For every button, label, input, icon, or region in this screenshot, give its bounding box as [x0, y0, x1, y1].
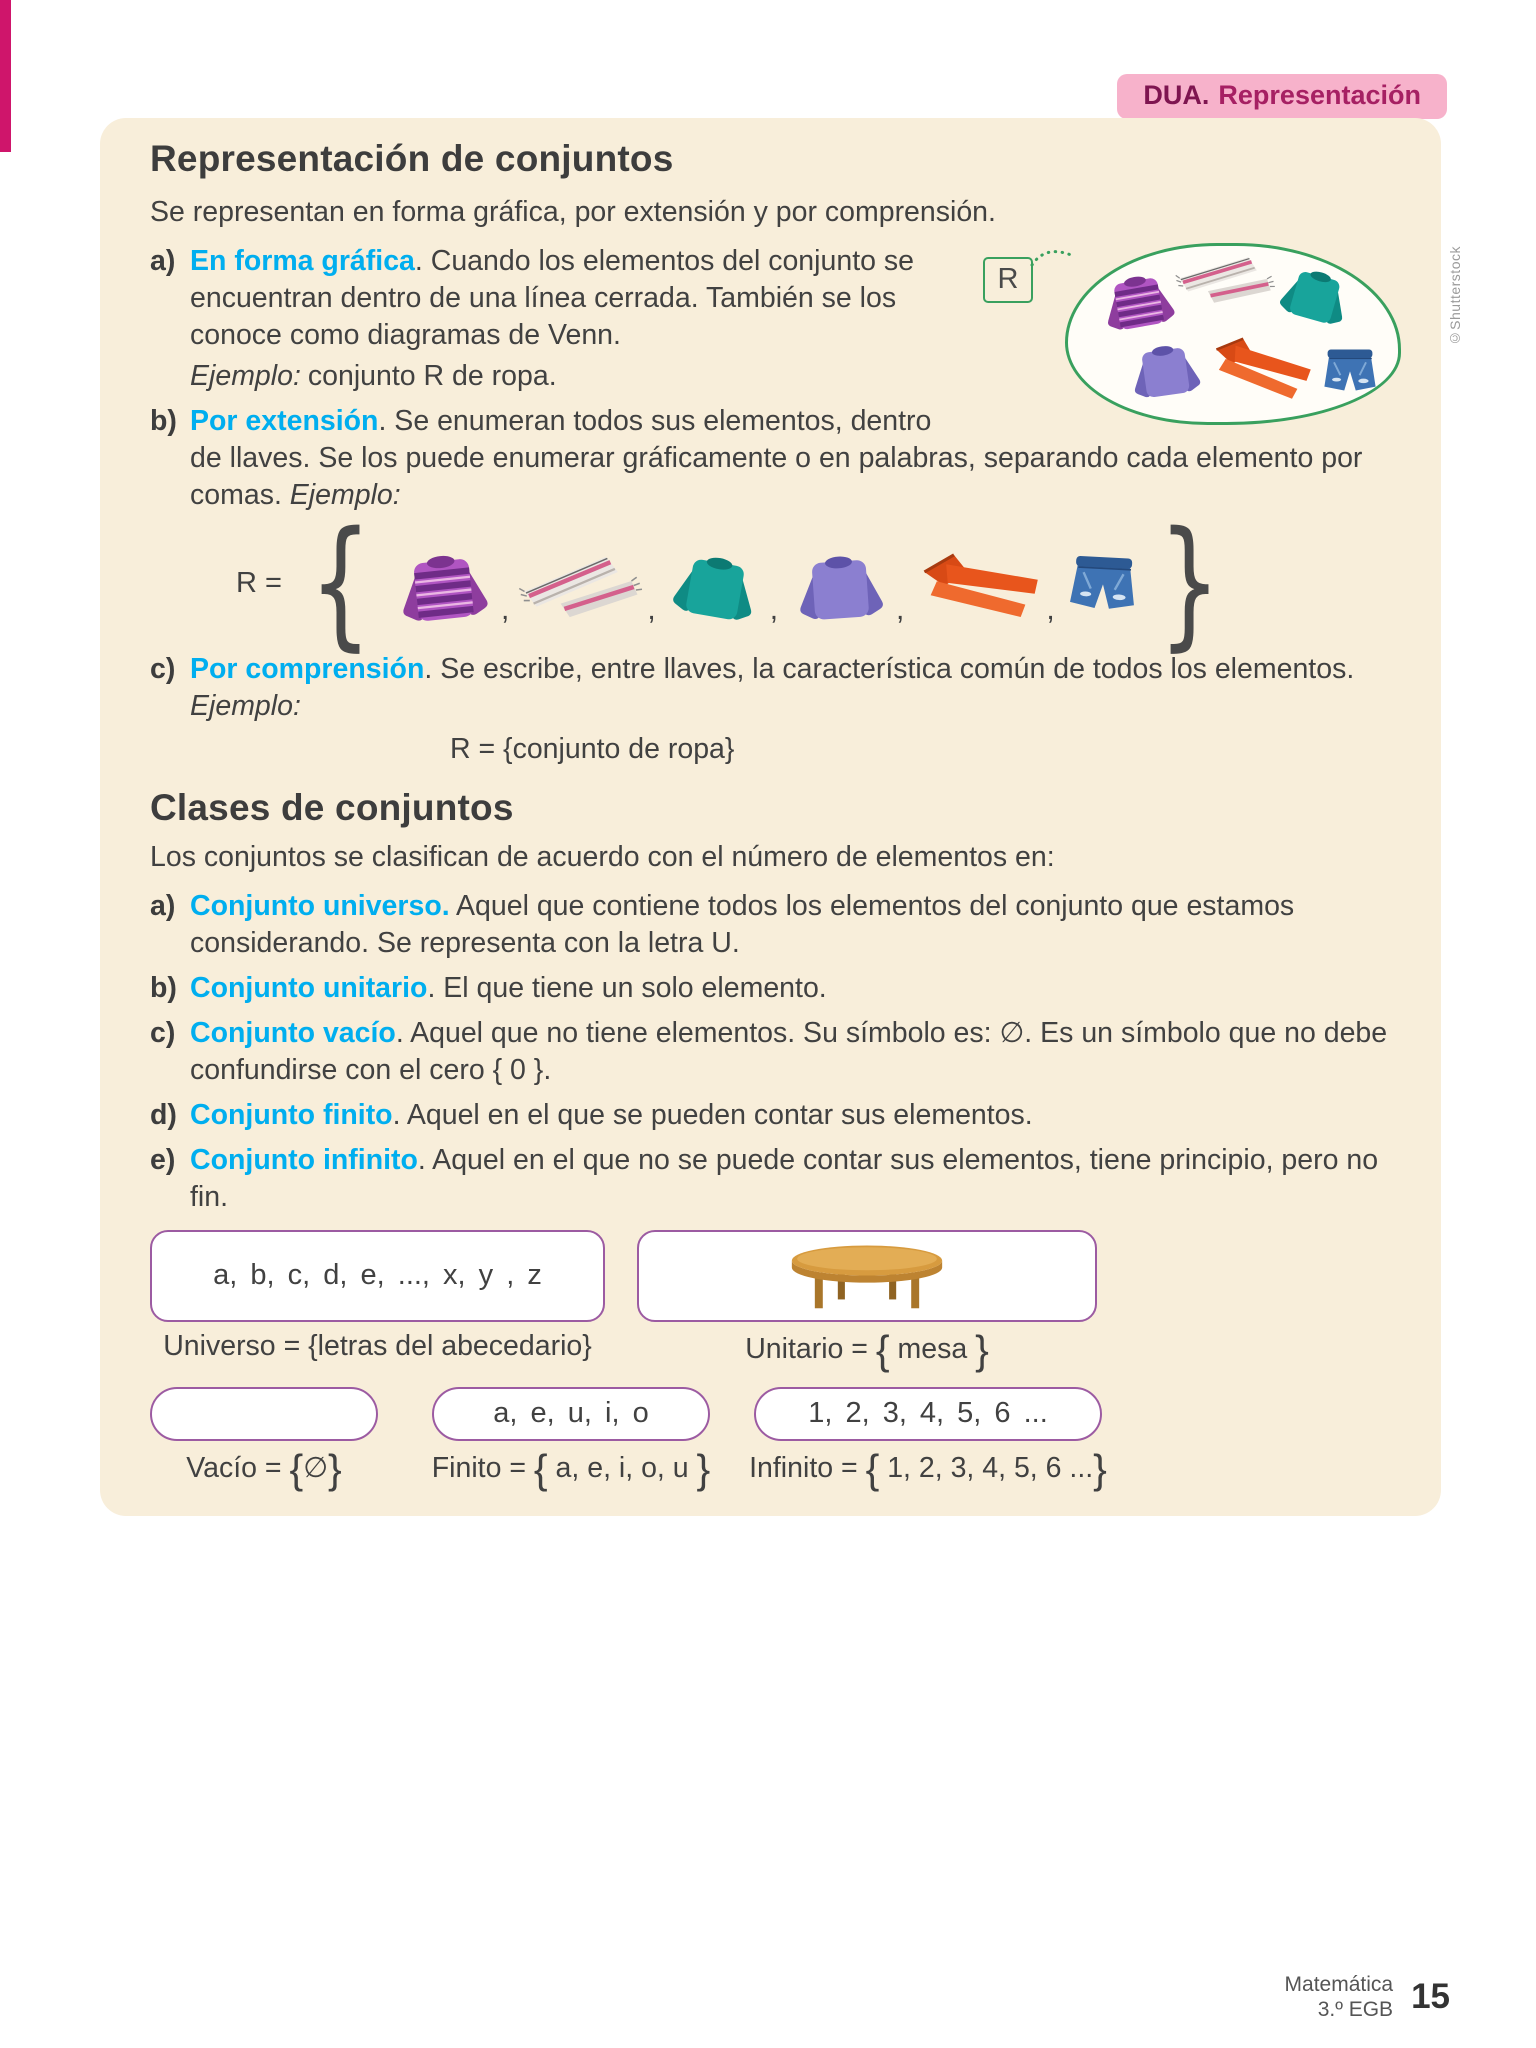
item-letter: a): [150, 889, 176, 922]
item-text: . El que tiene un solo elemento.: [427, 971, 827, 1004]
item-term: Conjunto unitario: [190, 971, 428, 1004]
item-term: Conjunto infinito: [190, 1143, 418, 1176]
set-extension-display: [236, 502, 1397, 666]
purple-sweater-icon: [1117, 326, 1212, 409]
caption-value: letras del abecedario: [317, 1329, 583, 1362]
item-text: . Aquel en el que se pueden contar sus elementos.: [392, 1098, 1033, 1131]
item-letter: e): [150, 1143, 176, 1176]
set-element: [786, 539, 894, 629]
item-term: Conjunto universo.: [190, 889, 450, 922]
item-por-comprension: [150, 651, 1397, 768]
item-text: . Cuando los elementos del conjunto se encuentran dentro de una línea cerrada. También se los conoce como diagramas de Venn.: [190, 245, 914, 352]
comma-separator: ,: [896, 593, 905, 627]
infinito-box-content: 1, 2, 3, 4, 5, 6 ...: [808, 1397, 1048, 1430]
caption-close-brace: }: [696, 1445, 711, 1492]
clases-item-unitario: [150, 970, 1397, 1007]
examples-section: [150, 1230, 1397, 1490]
examples-row-1: [150, 1230, 1397, 1371]
set-element: [387, 538, 499, 630]
vacio-example: [150, 1387, 378, 1490]
caption-label: Infinito =: [749, 1451, 866, 1484]
infinito-caption: [749, 1445, 1107, 1492]
plaid-scarf-icon: [1171, 241, 1281, 314]
item-letter: d): [150, 1098, 177, 1131]
caption-value: 1, 2, 3, 4, 5, 6 ...: [879, 1451, 1094, 1484]
set-element: [517, 546, 645, 622]
set-name-label: R =: [236, 567, 282, 600]
item-term: Por comprensión: [190, 653, 425, 686]
caption-label: Universo =: [163, 1329, 309, 1362]
caption-close-brace: }: [975, 1326, 989, 1373]
set-element: [1063, 546, 1143, 622]
denim-shorts-icon: [1061, 544, 1145, 624]
empty-set-symbol: ∅: [303, 1451, 329, 1484]
caption-close-brace: }: [1093, 1445, 1107, 1492]
footer-subject: Matemática: [1284, 1973, 1394, 1996]
teal-sweater-icon: [657, 532, 774, 635]
open-brace: {: [309, 502, 372, 666]
caption-label: Unitario =: [745, 1332, 876, 1365]
venn-connector-dots-icon: [1029, 243, 1073, 269]
caption-open-brace: {: [289, 1445, 304, 1492]
page-edge-accent: [0, 0, 11, 152]
striped-sweater-icon: [383, 532, 504, 635]
universo-example: [150, 1230, 605, 1371]
item-letter: b): [150, 971, 177, 1004]
dua-badge: [1117, 74, 1447, 119]
section-title-clases: Clases de conjuntos: [150, 786, 514, 828]
item-term: Por extensión: [190, 405, 379, 438]
photo-credit: ©Shutterstock: [1447, 246, 1463, 347]
universo-box: [150, 1230, 605, 1322]
example-text: conjunto R de ropa.: [307, 360, 557, 393]
item-letter: c): [150, 1016, 176, 1049]
finito-box: [432, 1387, 710, 1441]
caption-close-brace: }: [328, 1445, 342, 1492]
caption-open-brace: {: [865, 1445, 880, 1492]
unitario-example: [637, 1230, 1097, 1371]
page-footer: [1285, 1972, 1450, 2022]
caption-label: Finito =: [431, 1451, 534, 1484]
orange-pants-icon: [1200, 327, 1320, 406]
venn-blob: [1065, 243, 1401, 425]
universo-box-content: a, b, c, d, e, ..., x, y , z: [213, 1259, 542, 1292]
page-number: 15: [1411, 1977, 1450, 2017]
clases-item-universo: [150, 888, 1397, 962]
representacion-intro: Se representan en forma gráfica, por extensión y por comprensión.: [150, 196, 996, 228]
comma-separator: ,: [647, 593, 656, 627]
unitario-box: [637, 1230, 1097, 1322]
close-brace: }: [1158, 502, 1221, 666]
purple-sweater-icon: [783, 535, 897, 632]
item-forma-grafica: [150, 243, 1397, 395]
comprehension-formula: R = {conjunto de ropa}: [450, 733, 735, 766]
item-letter: a): [150, 245, 176, 278]
footer-text: [1285, 1972, 1394, 2022]
infinito-box: [754, 1387, 1102, 1441]
comma-separator: ,: [769, 593, 779, 627]
item-por-extension: [150, 403, 1397, 666]
item-text: . Aquel que no tiene elementos. Su símbolo es: ∅. Es un símbolo que no debe confundirse con el cero { 0 }.: [190, 1016, 1388, 1086]
orange-pants-icon: [912, 547, 1044, 621]
clases-item-finito: [150, 1097, 1397, 1134]
infinito-example: [749, 1387, 1107, 1492]
item-term: Conjunto finito: [190, 1098, 393, 1131]
venn-set-label: R: [983, 257, 1033, 303]
set-element: [664, 541, 768, 627]
item-letter: c): [150, 653, 176, 686]
caption-open-brace: {: [533, 1445, 548, 1492]
table-icon: [782, 1234, 952, 1318]
footer-grade: 3.º EGB: [1317, 1998, 1394, 2022]
caption-close-brace: }: [582, 1329, 592, 1362]
item-letter: b): [150, 405, 177, 438]
page-title: Representación de conjuntos: [150, 138, 674, 179]
caption-value: mesa: [889, 1332, 976, 1365]
denim-shorts-icon: [1318, 340, 1382, 402]
caption-open-brace: {: [308, 1329, 318, 1362]
dua-badge-label: Representación: [1218, 80, 1421, 110]
plaid-scarf-icon: [517, 546, 645, 622]
clases-item-infinito: [150, 1142, 1397, 1216]
caption-label: Vacío =: [186, 1451, 290, 1484]
set-element: [912, 547, 1044, 621]
examples-row-2: [150, 1387, 1397, 1490]
vacio-caption: [186, 1445, 342, 1492]
example-label: Ejemplo:: [289, 479, 401, 512]
item-term: Conjunto vacío: [190, 1016, 396, 1049]
caption-value: a, e, i, o, u: [547, 1451, 697, 1484]
comma-separator: ,: [1046, 593, 1055, 627]
comma-separator: ,: [501, 593, 510, 627]
vacio-box: [150, 1387, 378, 1441]
finito-box-content: a, e, u, i, o: [493, 1397, 649, 1430]
venn-diagram-figure: [983, 243, 1397, 425]
clases-intro: Los conjuntos se clasifican de acuerdo con el número de elementos en:: [150, 840, 1055, 873]
clases-item-vacio: [150, 1015, 1397, 1089]
unitario-caption: [745, 1326, 989, 1373]
caption-open-brace: {: [875, 1326, 890, 1373]
content-panel: [100, 118, 1441, 1516]
teal-sweater-icon: [1266, 248, 1366, 338]
item-text: . Aquel en el que no se puede contar sus elementos, tiene principio, pero no fin.: [190, 1143, 1379, 1213]
dua-badge-prefix: DUA.: [1143, 80, 1210, 110]
finito-example: [432, 1387, 710, 1490]
universo-caption: [163, 1330, 592, 1363]
item-text: . Se enumeran todos sus elementos, dentro de llaves. Se los puede enumerar gráficamente o en palabras, separando cada elemento por comas.: [190, 405, 1363, 512]
example-label: Ejemplo:: [190, 690, 301, 723]
finito-caption: [431, 1445, 711, 1492]
example-label: Ejemplo:: [190, 360, 301, 393]
item-text: . Se escribe, entre llaves, la característica común de todos los elementos.: [424, 653, 1355, 686]
item-term: En forma gráfica: [190, 245, 415, 278]
item-text: Aquel que contiene todos los elementos del conjunto que estamos considerando. Se representa con la letra U.: [190, 889, 1295, 959]
